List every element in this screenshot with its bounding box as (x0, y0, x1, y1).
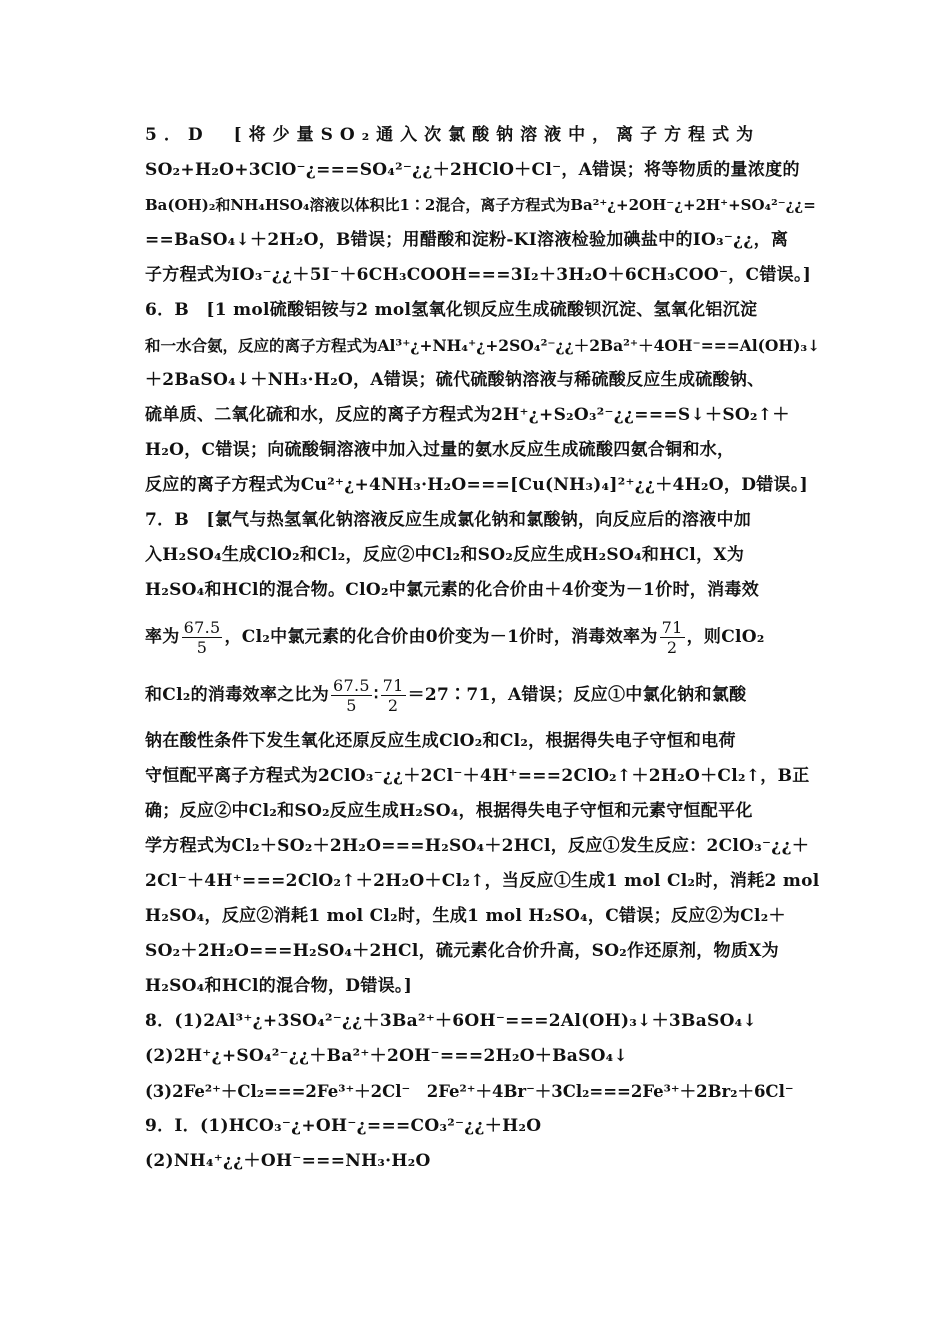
text-line: H₂SO₄和HCl的混合物，D错误。] (145, 976, 413, 996)
text-line: 子方程式为IO₃⁻¿¿＋5I⁻＋6CH₃COOH===3I₂＋3H₂O＋6CH₃COO⁻，C错误。] (145, 265, 812, 285)
fraction-numerator: 71 (661, 618, 683, 637)
text-line: 和一水合氨，反应的离子方程式为Al³⁺¿+NH₄⁺¿+2SO₄²⁻¿¿＋2Ba²⁺＋4OH⁻===Al(OH)₃↓ (145, 336, 821, 355)
text-line: 8．(1)2Al³⁺¿+3SO₄²⁻¿¿＋3Ba²⁺＋6OH⁻===2Al(OH)₃↓＋3BaSO₄↓ (145, 1011, 757, 1031)
answer-text (145, 118, 821, 1179)
text-segment: 率为 (145, 627, 180, 647)
text-line: (2)2H⁺¿+SO₄²⁻¿¿＋Ba²⁺＋2OH⁻===2H₂O＋BaSO₄↓ (145, 1046, 629, 1066)
text-line: 学方程式为Cl₂＋SO₂＋2H₂O===H₂SO₄＋2HCl，反应①发生反应：2ClO₃⁻¿¿＋ (145, 836, 810, 856)
text-segment: 和Cl₂的消毒效率之比为 (145, 685, 330, 705)
fraction-numerator: 67.5 (333, 676, 370, 695)
text-line: Ba(OH)₂和NH₄HSO₄溶液以体积比1∶2混合，离子方程式为Ba²⁺¿+2OH⁻¿+2H⁺+SO₄²⁻¿¿= (145, 196, 816, 214)
text-line: 确；反应②中Cl₂和SO₂反应生成H₂SO₄，根据得失电子守恒和元素守恒配平化 (145, 801, 753, 821)
text-line: (2)NH₄⁺¿¿＋OH⁻===NH₃·H₂O (145, 1151, 431, 1171)
text-line: SO₂＋2H₂O===H₂SO₄＋2HCl，硫元素化合价升高，SO₂作还原剂，物质X为 (145, 941, 779, 961)
fraction (182, 618, 223, 657)
text-line: 7．B [氯气与热氢氧化钠溶液反应生成氯化钠和氯酸钠，向反应后的溶液中加 (145, 510, 752, 530)
text-line: 入H₂SO₄生成ClO₂和Cl₂，反应②中Cl₂和SO₂反应生成H₂SO₄和HCl，X为 (145, 545, 745, 565)
fraction (331, 676, 372, 715)
text-line: SO₂+H₂O+3ClO⁻¿===SO₄²⁻¿¿＋2HClO＋Cl⁻，A错误；将等物质的量浓度的 (145, 160, 800, 180)
fraction-denominator: 2 (387, 696, 399, 715)
text-line: H₂SO₄，反应②消耗1 mol Cl₂时，生成1 mol H₂SO₄，C错误；反应②为Cl₂＋ (145, 906, 786, 926)
text-line: ==BaSO₄↓＋2H₂O，B错误；用醋酸和淀粉-KI溶液检验加碘盐中的IO₃⁻¿¿，离 (145, 230, 789, 250)
text-line: 2Cl⁻＋4H⁺===2ClO₂↑＋2H₂O＋Cl₂↑，当反应①生成1 mol Cl₂时，消耗2 mol (145, 871, 820, 891)
text-line: 5．D [将少量SO₂通入次氯酸钠溶液中，离子方程式为 (145, 125, 761, 145)
text-line: 9．Ⅰ．(1)HCO₃⁻¿+OH⁻¿===CO₃²⁻¿¿＋H₂O (145, 1116, 542, 1136)
text-line: (3)2Fe²⁺＋Cl₂===2Fe³⁺＋2Cl⁻ 2Fe²⁺＋4Br⁻＋3Cl₂===2Fe³⁺＋2Br₂＋6Cl⁻ (145, 1082, 794, 1101)
text-line: 6．B [1 mol硫酸铝铵与2 mol氢氧化钡反应生成硫酸钡沉淀、氢氧化铝沉淀 (145, 300, 758, 320)
text-line: 守恒配平离子方程式为2ClO₃⁻¿¿＋2Cl⁻＋4H⁺===2ClO₂↑＋2H₂O＋Cl₂↑，B正 (145, 766, 810, 786)
text-segment: ＝27∶71，A错误；反应①中氯化钠和氯酸 (407, 685, 747, 705)
fraction (660, 618, 685, 657)
text-line: H₂O，C错误；向硫酸铜溶液中加入过量的氨水反应生成硫酸四氨合铜和水， (145, 440, 735, 460)
fraction-numerator: 71 (382, 676, 404, 695)
fraction-numerator: 67.5 (183, 618, 221, 637)
text-line: 钠在酸性条件下发生氧化还原反应生成ClO₂和Cl₂，根据得失电子守恒和电荷 (145, 731, 736, 751)
text-line-with-fractions (145, 666, 810, 724)
text-line: 反应的离子方程式为Cu²⁺¿+4NH₃·H₂O===[Cu(NH₃)₄]²⁺¿¿＋4H₂O，D错误。] (145, 475, 808, 495)
fraction-denominator: 2 (666, 638, 678, 657)
text-line-with-fractions (145, 608, 810, 666)
fraction (381, 676, 406, 715)
ratio-colon: ∶ (373, 685, 379, 705)
text-segment: ，Cl₂中氯元素的化合价由0价变为－1价时，消毒效率为 (224, 627, 658, 647)
text-line: H₂SO₄和HCl的混合物。ClO₂中氯元素的化合价由＋4价变为－1价时，消毒效 (145, 580, 759, 600)
fraction-denominator: 5 (346, 696, 357, 715)
text-segment: ，则ClO₂ (686, 627, 765, 647)
fraction-denominator: 5 (196, 638, 208, 657)
text-line: 硫单质、二氧化硫和水，反应的离子方程式为2H⁺¿+S₂O₃²⁻¿¿===S↓＋SO₂↑＋ (145, 405, 790, 425)
text-line: ＋2BaSO₄↓＋NH₃·H₂O，A错误；硫代硫酸钠溶液与稀硫酸反应生成硫酸钠、 (145, 370, 765, 390)
